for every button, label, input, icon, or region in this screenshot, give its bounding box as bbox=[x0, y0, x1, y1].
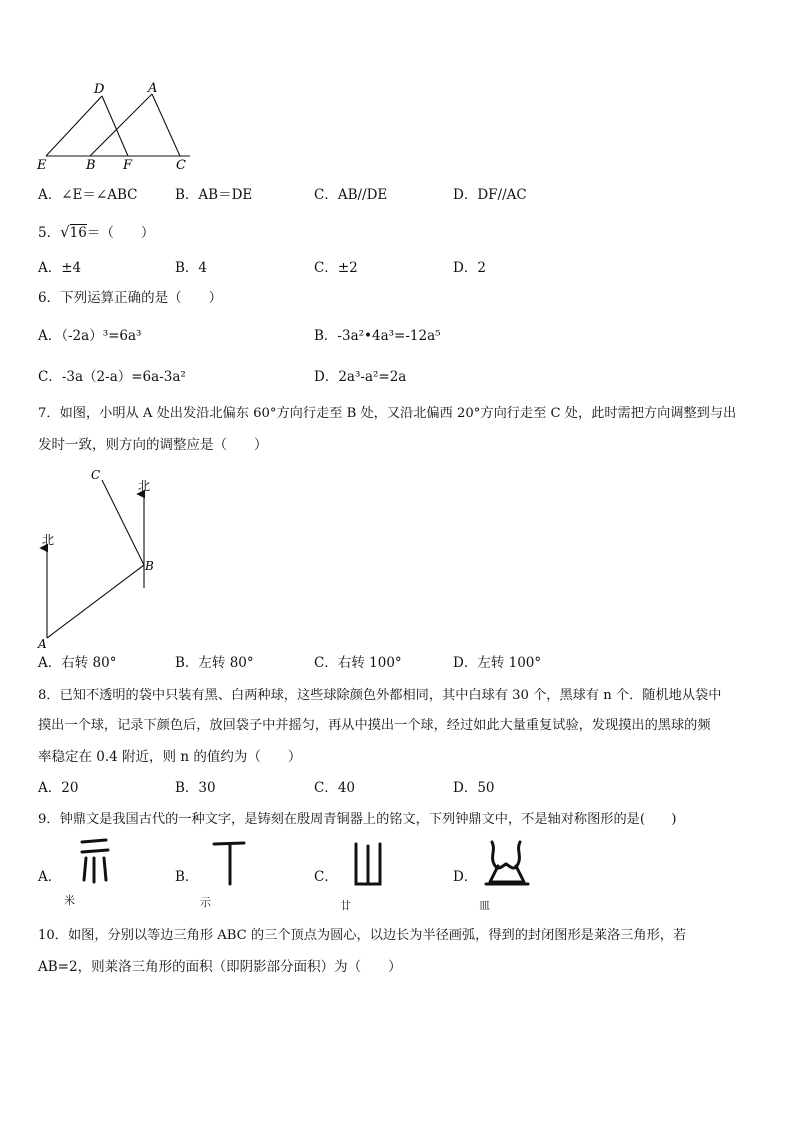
q8-option-c: C．40 bbox=[314, 780, 356, 796]
q7-north-label-b: 北 bbox=[138, 479, 151, 493]
q9-option-d: D． bbox=[453, 869, 478, 885]
q9-caption-c: 廿 bbox=[340, 899, 351, 912]
q8-option-d: D．50 bbox=[453, 780, 495, 796]
q4-option-b: B．AB＝DE bbox=[175, 187, 253, 203]
q7-option-d: D．左转 100° bbox=[453, 655, 542, 671]
q7-stem-line2: 发时一致，则方向的调整应是（ ） bbox=[38, 437, 268, 453]
q7-figure bbox=[30, 462, 180, 652]
q10-stem-line2: AB=2，则莱洛三角形的面积（即阴影部分面积）为（ ） bbox=[38, 959, 402, 975]
q6-option-c: C．-3a（2-a）=6a-3a² bbox=[38, 369, 186, 385]
q7-north-label-a: 北 bbox=[42, 533, 55, 547]
q4-option-d: D．DF//AC bbox=[453, 187, 527, 203]
q4-label-c: C bbox=[176, 158, 186, 173]
q4-figure bbox=[30, 78, 200, 176]
q5-option-a: A．±4 bbox=[38, 260, 82, 276]
q4-label-a: A bbox=[148, 81, 158, 96]
q6-option-b: B．-3a²•4a³=-12a⁵ bbox=[314, 328, 441, 344]
q4-label-d: D bbox=[94, 82, 105, 97]
q9-glyph-c bbox=[348, 838, 388, 890]
q7-option-c: C．右转 100° bbox=[314, 655, 402, 671]
q7-label-b: B bbox=[145, 559, 154, 573]
sqrt-symbol: √ bbox=[60, 223, 70, 241]
q9-glyph-b bbox=[210, 838, 250, 888]
q9-glyph-a bbox=[76, 838, 116, 888]
q8-stem-line3: 率稳定在 0.4 附近，则 n 的值约为（ ） bbox=[38, 749, 302, 765]
q8-option-b: B．30 bbox=[175, 780, 216, 796]
q7-label-a: A bbox=[38, 637, 47, 651]
q5-stem: 5．√16＝（ ） bbox=[38, 223, 155, 241]
q9-glyph-d bbox=[482, 836, 530, 890]
q9-caption-a: 米 bbox=[64, 894, 75, 907]
q9-caption-d: 皿 bbox=[479, 899, 490, 912]
q8-stem-line2: 摸出一个球，记录下颜色后，放回袋子中并摇匀，再从中摸出一个球，经过如此大量重复试验，发现摸出的黑球的频 bbox=[38, 718, 711, 733]
q7-option-b: B．左转 80° bbox=[175, 655, 254, 671]
q7-stem-line1: 7．如图，小明从 A 处出发沿北偏东 60°方向行走至 B 处，又沿北偏西 20°方向行走至 C 处，此时需把方向调整到与出 bbox=[38, 406, 737, 421]
q7-label-c: C bbox=[91, 468, 101, 482]
q8-option-a: A．20 bbox=[38, 780, 79, 796]
q6-option-a: A．（-2a）³=6a³ bbox=[38, 328, 142, 344]
q4-label-f: F bbox=[123, 158, 133, 173]
q4-option-c: C．AB//DE bbox=[314, 187, 388, 203]
q6-stem: 6．下列运算正确的是（ ） bbox=[38, 290, 223, 306]
q7-option-a: A．右转 80° bbox=[38, 655, 117, 671]
q6-option-d: D．2a³-a²=2a bbox=[314, 369, 407, 385]
q5-option-d: D．2 bbox=[453, 260, 486, 276]
q9-caption-b: 示 bbox=[200, 896, 211, 909]
q4-option-a: A．∠E＝∠ABC bbox=[38, 187, 138, 203]
q5-option-c: C．±2 bbox=[314, 260, 358, 276]
q9-option-c: C． bbox=[314, 869, 338, 885]
q10-stem-line1: 10．如图，分别以等边三角形 ABC 的三个顶点为圆心，以边长为半径画弧，得到的封闭图形是莱洛三角形，若 bbox=[38, 928, 687, 943]
q9-option-b: B． bbox=[175, 869, 199, 885]
q5-option-b: B．4 bbox=[175, 260, 208, 276]
q8-stem-line1: 8．已知不透明的袋中只装有黑、白两种球，这些球除颜色外都相同，其中白球有 30 个，黑球有 n 个．随机地从袋中 bbox=[38, 688, 722, 703]
q4-label-b: B bbox=[86, 158, 96, 173]
q4-label-e: E bbox=[37, 158, 47, 173]
q9-stem: 9．钟鼎文是我国古代的一种文字，是铸刻在殷周青铜器上的铭文，下列钟鼎文中，不是轴对称图形的是( ) bbox=[38, 812, 677, 827]
q9-option-a: A． bbox=[38, 869, 62, 885]
